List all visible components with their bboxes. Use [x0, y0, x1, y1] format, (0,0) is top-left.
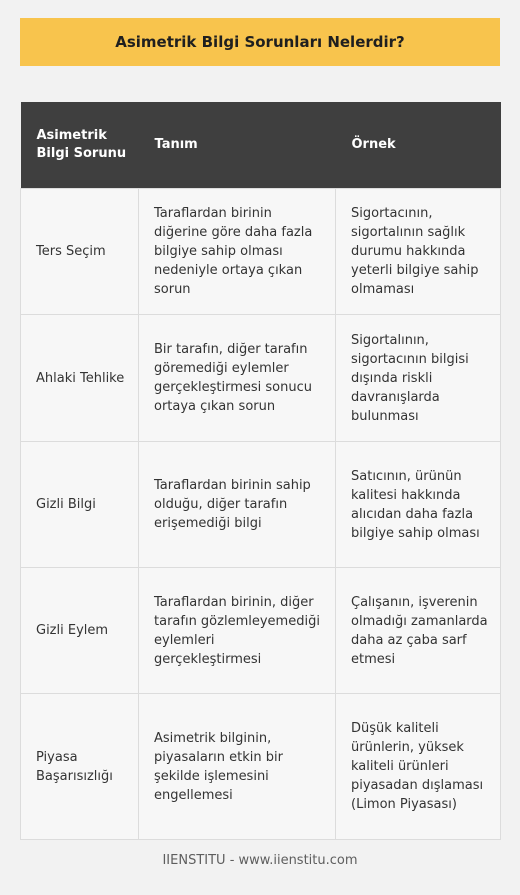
cell-problem: Gizli Eylem — [21, 568, 139, 694]
table-header-row — [21, 102, 501, 189]
header-example: Örnek — [336, 102, 501, 189]
cell-problem: Piyasa Başarısızlığı — [21, 694, 139, 840]
cell-example: Sigortalının, sigortacının bilgisi dışında riskli davranışlarda bulunması — [336, 315, 501, 442]
cell-definition: Bir tarafın, diğer tarafın göremediği eylemler gerçekleştirmesi sonucu ortaya çıkan sorun — [139, 315, 336, 442]
cell-problem: Gizli Bilgi — [21, 442, 139, 568]
cell-example: Düşük kaliteli ürünlerin, yüksek kaliteli ürünleri piyasadan dışlaması (Limon Piyasası) — [336, 694, 501, 840]
asymmetric-info-table — [20, 102, 501, 840]
table-row — [21, 568, 501, 694]
cell-problem: Ters Seçim — [21, 189, 139, 315]
table-row — [21, 189, 501, 315]
cell-example: Sigortacının, sigortalının sağlık durumu hakkında yeterli bilgiye sahip olmaması — [336, 189, 501, 315]
header-definition: Tanım — [139, 102, 336, 189]
table-row — [21, 442, 501, 568]
header-problem: Asimetrik Bilgi Sorunu — [21, 102, 139, 189]
table-row — [21, 694, 501, 840]
cell-definition: Taraflardan birinin sahip olduğu, diğer tarafın erişemediği bilgi — [139, 442, 336, 568]
cell-problem: Ahlaki Tehlike — [21, 315, 139, 442]
cell-example: Çalışanın, işverenin olmadığı zamanlarda daha az çaba sarf etmesi — [336, 568, 501, 694]
cell-definition: Taraflardan birinin, diğer tarafın gözlemleyemediği eylemleri gerçekleştirmesi — [139, 568, 336, 694]
title-banner — [20, 18, 500, 66]
footer-credit: IIENSTITU - www.iienstitu.com — [162, 853, 358, 868]
cell-example: Satıcının, ürünün kalitesi hakkında alıcıdan daha fazla bilgiye sahip olması — [336, 442, 501, 568]
cell-definition: Taraflardan birinin diğerine göre daha fazla bilgiye sahip olması nedeniyle ortaya çıkan sorun — [139, 189, 336, 315]
cell-definition: Asimetrik bilginin, piyasaların etkin bir şekilde işlemesini engellemesi — [139, 694, 336, 840]
page-title: Asimetrik Bilgi Sorunları Nelerdir? — [115, 33, 405, 51]
table-row — [21, 315, 501, 442]
